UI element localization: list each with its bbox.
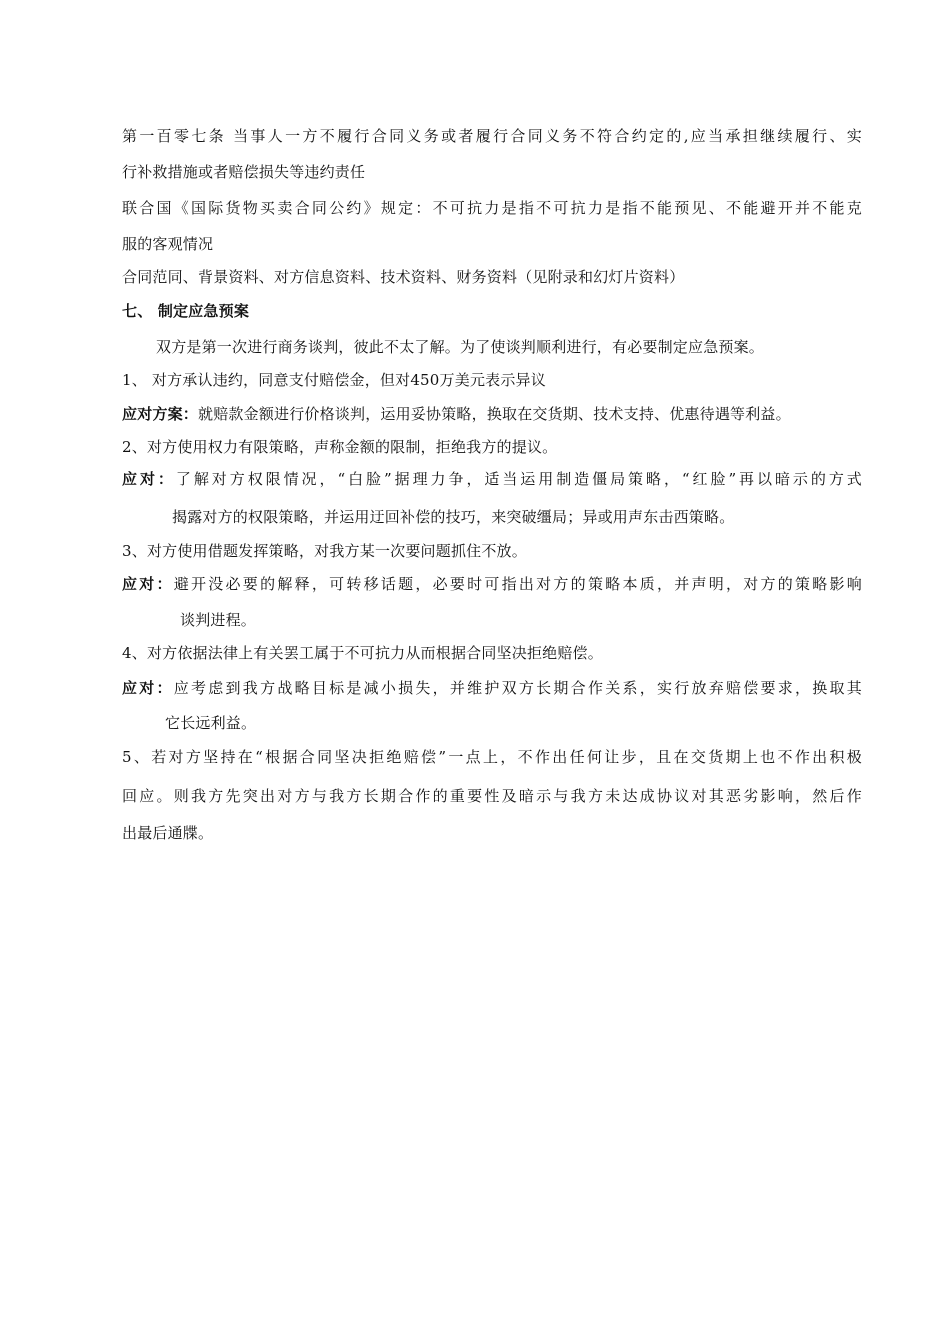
case-3-response-label: 应对： — [122, 575, 174, 593]
case-2-response-line-1 — [122, 469, 862, 489]
case-3-response-line-2: 谈判进程。 — [180, 611, 257, 629]
case-2-response-label: 应对： — [122, 470, 176, 488]
case-5-line-2: 回应。则我方先突出对方与我方长期合作的重要性及暗示与我方未达成协议对其恶劣影响，然后作 — [122, 787, 862, 805]
paragraph-cisg-line-2: 服的客观情况 — [122, 235, 214, 253]
case-2-response-text: 了解对方权限情况，“白脸”据理力争，适当运用制造僵局策略，“红脸”再以暗示的方式 — [175, 470, 862, 488]
case-4-response-label: 应对： — [122, 679, 174, 697]
paragraph-cisg-line-1: 联合国《国际货物买卖合同公约》规定：不可抗力是指不可抗力是指不能预见、不能避开并不能克 — [122, 199, 862, 217]
case-1-response — [122, 404, 862, 424]
case-4-response-line-1 — [122, 678, 862, 698]
paragraph-article-107-line-1: 第一百零七条 当事人一方不履行合同义务或者履行合同义务不符合约定的,应当承担继续履行、实 — [122, 127, 862, 145]
case-4-response-line-2: 它长远利益。 — [165, 714, 257, 732]
case-5-line-1: 5、若对方坚持在“根据合同坚决拒绝赔偿”一点上，不作出任何让步，且在交货期上也不作出积极 — [122, 748, 862, 766]
paragraph-materials: 合同范同、背景资料、对方信息资料、技术资料、财务资料（见附录和幻灯片资料） — [122, 268, 685, 286]
case-3-title: 3、对方使用借题发挥策略，对我方某一次要问题抓住不放。 — [122, 542, 527, 560]
paragraph-article-107-line-2: 行补救措施或者赔偿损失等违约责任 — [122, 163, 366, 181]
case-3-response-line-1 — [122, 574, 862, 594]
case-2-response-line-2: 揭露对方的权限策略，并运用迂回补偿的技巧，来突破缰局；异或用声东击西策略。 — [172, 508, 735, 526]
case-3-response-text: 避开没必要的解释，可转移话题，必要时可指出对方的策略本质，并声明，对方的策略影响 — [173, 575, 862, 593]
case-4-response-text: 应考虑到我方战略目标是减小损失，并维护双方长期合作关系，实行放弃赔偿要求，换取其 — [173, 679, 862, 697]
paragraph-intro: 双方是第一次进行商务谈判，彼此不太了解。为了使谈判顺利进行，有必要制定应急预案。 — [156, 338, 765, 356]
case-2-title: 2、对方使用权力有限策略，声称金额的限制，拒绝我方的提议。 — [122, 438, 558, 456]
case-1-title: 1、 对方承认违约，同意支付赔偿金，但对450万美元表示异议 — [122, 371, 546, 389]
case-5-line-3: 出最后通牒。 — [122, 824, 214, 842]
case-1-response-text: 就赔款金额进行价格谈判，运用妥协策略，换取在交货期、技术支持、优惠待遇等利益。 — [198, 405, 791, 423]
section-heading-7: 七、 制定应急预案 — [122, 302, 250, 320]
case-4-title: 4、对方依据法律上有关罢工属于不可抗力从而根据合同坚决拒绝赔偿。 — [122, 644, 603, 662]
case-1-response-label: 应对方案： — [122, 405, 199, 423]
